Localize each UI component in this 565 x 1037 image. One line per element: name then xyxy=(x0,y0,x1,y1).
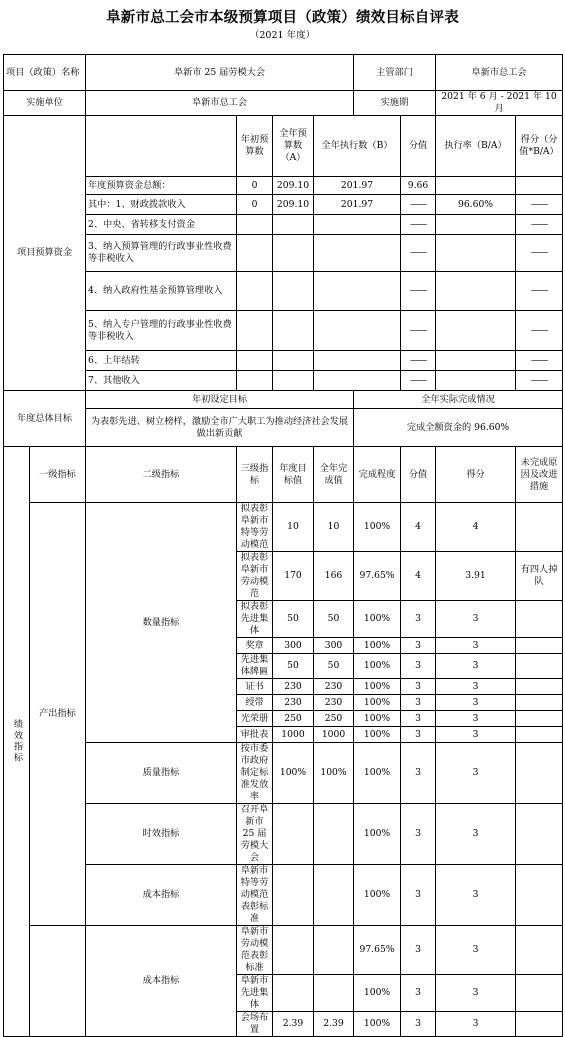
budget-row-score: —— xyxy=(516,311,563,351)
indicator-actual: 10 xyxy=(314,503,354,552)
indicator-reason xyxy=(516,679,563,695)
budget-row-full-year xyxy=(273,215,314,235)
budget-row-executed xyxy=(314,215,401,235)
indicator-target xyxy=(273,804,314,865)
indicator-score-value: 3 xyxy=(401,975,436,1012)
indicator-actual: 230 xyxy=(314,679,354,695)
indicator-reason xyxy=(516,804,563,865)
indicator-target: 230 xyxy=(273,679,314,695)
indicator-score-value: 3 xyxy=(401,679,436,695)
indicator-reason xyxy=(516,711,563,727)
indicator-score-value: 3 xyxy=(401,601,436,638)
indicator-score: 3 xyxy=(436,975,516,1012)
project-row xyxy=(4,55,563,91)
indicator-actual xyxy=(314,975,354,1012)
indicator-name: 拟表彰先进集体 xyxy=(237,601,273,638)
indicator-score: 3 xyxy=(436,638,516,654)
budget-row-score: —— xyxy=(516,215,563,235)
indicator-completion: 100% xyxy=(354,679,401,695)
goal-actual-header: 全年实际完成情况 xyxy=(354,391,563,409)
indicator-header-completion: 完成程度 xyxy=(354,447,401,503)
budget-header-score-value: 分值 xyxy=(401,116,436,177)
goal-initial-header: 年初设定目标 xyxy=(86,391,354,409)
budget-row-score: —— xyxy=(516,235,563,272)
budget-row-initial xyxy=(237,351,273,371)
indicator-completion: 100% xyxy=(354,695,401,711)
indicator-target: 170 xyxy=(273,552,314,601)
period-label: 实施期 xyxy=(354,91,436,116)
indicator-header-target: 年度目标值 xyxy=(273,447,314,503)
indicator-score-value: 4 xyxy=(401,552,436,601)
budget-row-rate xyxy=(436,371,516,391)
indicator-score: 3 xyxy=(436,804,516,865)
budget-row-full-year xyxy=(273,235,314,272)
budget-row-executed xyxy=(314,371,401,391)
indicator-row xyxy=(4,865,563,926)
budget-row-initial xyxy=(237,371,273,391)
budget-row-label: 年度预算资金总额： xyxy=(86,177,237,195)
budget-row-executed xyxy=(314,272,401,311)
timeliness-indicator-label: 时效指标 xyxy=(86,804,237,865)
indicator-actual: 166 xyxy=(314,552,354,601)
page-subtitle: （2021 年度） xyxy=(249,30,316,41)
budget-row-full-year: 209.10 xyxy=(273,195,314,215)
indicator-target: 50 xyxy=(273,601,314,638)
indicator-target: 2.39 xyxy=(273,1012,314,1037)
budget-row-score-value: 9.66 xyxy=(401,177,436,195)
indicator-score-value: 3 xyxy=(401,638,436,654)
indicator-score-value: 3 xyxy=(401,711,436,727)
indicator-name: 会场布置 xyxy=(237,1012,273,1037)
budget-row-executed xyxy=(314,235,401,272)
indicator-target xyxy=(273,975,314,1012)
budget-row-initial: 0 xyxy=(237,195,273,215)
budget-row-score xyxy=(516,177,563,195)
indicator-actual xyxy=(314,926,354,975)
indicator-completion: 100% xyxy=(354,804,401,865)
budget-row-score-value: —— xyxy=(401,351,436,371)
indicator-score: 3 xyxy=(436,601,516,638)
indicator-reason xyxy=(516,1012,563,1037)
indicator-completion: 100% xyxy=(354,1012,401,1037)
indicator-actual: 50 xyxy=(314,601,354,638)
indicator-reason xyxy=(516,727,563,743)
budget-row-initial xyxy=(237,215,273,235)
indicator-name: 阜新市劳动模范表彰标准 xyxy=(237,926,273,975)
budget-row-score: —— xyxy=(516,371,563,391)
indicator-score: 3 xyxy=(436,711,516,727)
output-indicator-label: 产出指标 xyxy=(30,503,86,926)
indicator-completion: 97.65% xyxy=(354,926,401,975)
budget-row-full-year xyxy=(273,371,314,391)
budget-row xyxy=(4,311,563,351)
goal-actual-text: 完成全额资金的 96.60% xyxy=(354,409,563,447)
indicator-reason xyxy=(516,926,563,975)
goal-content-row xyxy=(4,409,563,447)
budget-row-label: 5、纳入专户管理的行政事业性收费等非税收入 xyxy=(86,311,237,351)
indicator-name: 阜新市特等劳动模范表彰标准 xyxy=(237,865,273,926)
indicator-score: 3 xyxy=(436,654,516,679)
budget-row-rate xyxy=(436,311,516,351)
budget-row-score-value: —— xyxy=(401,371,436,391)
indicator-name: 召开阜新市 25 届劳模大会 xyxy=(237,804,273,865)
budget-row-score-value: —— xyxy=(401,215,436,235)
cost-indicator-label-2: 成本指标 xyxy=(86,926,237,1037)
indicator-reason xyxy=(516,638,563,654)
indicator-score-value: 3 xyxy=(401,743,436,804)
indicator-header-level2: 二级指标 xyxy=(86,447,237,503)
indicator-actual xyxy=(314,865,354,926)
budget-row-full-year xyxy=(273,272,314,311)
indicator-score: 3 xyxy=(436,926,516,975)
indicator-name: 按市委市政府制定标准发放率 xyxy=(237,743,273,804)
indicator-name: 拟表彰阜新市特等劳动模范 xyxy=(237,503,273,552)
budget-header-full-year: 全年预算数（A） xyxy=(273,116,314,177)
budget-row-initial xyxy=(237,311,273,351)
indicator-completion: 100% xyxy=(354,601,401,638)
indicator-row xyxy=(4,743,563,804)
budget-row xyxy=(4,371,563,391)
budget-row xyxy=(4,272,563,311)
indicator-header-score-value: 分值 xyxy=(401,447,436,503)
goal-initial-text: 为表彰先进、树立榜样，激励全市广大职工为推动经济社会发展做出新贡献 xyxy=(86,409,354,447)
indicator-actual: 2.39 xyxy=(314,1012,354,1037)
budget-row-score-value: —— xyxy=(401,235,436,272)
indicator-target: 100% xyxy=(273,743,314,804)
budget-row-rate xyxy=(436,351,516,371)
budget-row-rate xyxy=(436,215,516,235)
indicator-completion: 100% xyxy=(354,711,401,727)
indicator-actual: 230 xyxy=(314,695,354,711)
indicator-name: 先进集体牌匾 xyxy=(237,654,273,679)
indicator-reason xyxy=(516,975,563,1012)
budget-row-label: 6、上年结转 xyxy=(86,351,237,371)
indicator-score-value: 3 xyxy=(401,695,436,711)
budget-row-rate xyxy=(436,272,516,311)
indicator-actual: 250 xyxy=(314,711,354,727)
unit-row xyxy=(4,91,563,116)
indicator-score: 3.91 xyxy=(436,552,516,601)
indicator-completion: 100% xyxy=(354,654,401,679)
goal-section-label: 年度总体目标 xyxy=(4,391,86,447)
budget-row-score-value: —— xyxy=(401,272,436,311)
budget-row-full-year xyxy=(273,311,314,351)
indicator-actual: 300 xyxy=(314,638,354,654)
quality-indicator-label: 质量指标 xyxy=(86,743,237,804)
budget-row-label: 7、其他收入 xyxy=(86,371,237,391)
budget-header-row xyxy=(4,116,563,177)
indicator-name: 奖章 xyxy=(237,638,273,654)
budget-row xyxy=(4,195,563,215)
indicator-name: 阜新市先进集体 xyxy=(237,975,273,1012)
indicator-score-value: 4 xyxy=(401,503,436,552)
project-name-label: 项目（政策）名称 xyxy=(4,55,86,91)
indicator-section-label: 绩效指标 xyxy=(4,447,30,1037)
indicator-actual: 1000 xyxy=(314,727,354,743)
budget-row-executed: 201.97 xyxy=(314,195,401,215)
budget-row-label: 3、纳入预算管理的行政事业性收费等非税收入 xyxy=(86,235,237,272)
budget-header-blank xyxy=(86,116,237,177)
indicator-completion: 100% xyxy=(354,743,401,804)
indicator-target: 10 xyxy=(273,503,314,552)
budget-row-executed xyxy=(314,311,401,351)
indicator-target: 1000 xyxy=(273,727,314,743)
dept-label: 主管部门 xyxy=(354,55,436,91)
indicator-target: 300 xyxy=(273,638,314,654)
indicator-reason xyxy=(516,503,563,552)
indicator-completion: 100% xyxy=(354,503,401,552)
indicator-target xyxy=(273,865,314,926)
budget-header-executed: 全年执行数（B） xyxy=(314,116,401,177)
budget-row xyxy=(4,235,563,272)
project-name-value: 阜新市 25 届劳模大会 xyxy=(86,55,354,91)
page-title: 阜新市总工会市本级预算项目（政策）绩效目标自评表 xyxy=(106,10,459,26)
indicator-completion: 100% xyxy=(354,727,401,743)
unit-label: 实施单位 xyxy=(4,91,86,116)
budget-row xyxy=(4,177,563,195)
indicator-actual xyxy=(314,804,354,865)
indicator-name: 拟表彰阜新市劳动模范 xyxy=(237,552,273,601)
cost-indicator-label: 成本指标 xyxy=(86,865,237,926)
indicator-completion: 97.65% xyxy=(354,552,401,601)
indicator-header-score: 得分 xyxy=(436,447,516,503)
budget-row-rate: 96.60% xyxy=(436,195,516,215)
indicator-row xyxy=(4,926,563,975)
goal-header-row xyxy=(4,391,563,409)
budget-row-score-value: —— xyxy=(401,195,436,215)
indicator-header-reason: 未完成原因及改进措施 xyxy=(516,447,563,503)
indicator-score: 3 xyxy=(436,679,516,695)
indicator-reason xyxy=(516,654,563,679)
indicator-header-level1: 一级指标 xyxy=(30,447,86,503)
indicator-score: 3 xyxy=(436,695,516,711)
indicator-reason: 有四人掉队 xyxy=(516,552,563,601)
budget-row xyxy=(4,215,563,235)
period-value: 2021 年 6 月 - 2021 年 10 月 xyxy=(436,91,563,116)
indicator-score-value: 3 xyxy=(401,1012,436,1037)
indicator-name: 绶带 xyxy=(237,695,273,711)
indicator-target: 250 xyxy=(273,711,314,727)
indicator-reason xyxy=(516,865,563,926)
indicator-score-value: 3 xyxy=(401,804,436,865)
indicator-name: 证书 xyxy=(237,679,273,695)
budget-row-executed: 201.97 xyxy=(314,177,401,195)
indicator-reason xyxy=(516,743,563,804)
budget-header-score: 得分（分值*B/A） xyxy=(516,116,563,177)
budget-row-initial xyxy=(237,272,273,311)
indicator-completion: 100% xyxy=(354,638,401,654)
indicator-row xyxy=(4,503,563,552)
budget-row-score: —— xyxy=(516,351,563,371)
indicator-score-value: 3 xyxy=(401,727,436,743)
budget-row-initial xyxy=(237,235,273,272)
indicator-header-row xyxy=(4,447,563,503)
budget-row-label: 2、中央、省转移支付资金 xyxy=(86,215,237,235)
budget-row-executed xyxy=(314,351,401,371)
budget-row-full-year xyxy=(273,351,314,371)
indicator-header-actual: 全年完成值 xyxy=(314,447,354,503)
indicator-reason xyxy=(516,601,563,638)
budget-section-label: 项目预算资金 xyxy=(4,116,86,391)
budget-header-initial: 年初预算数 xyxy=(237,116,273,177)
indicator-score: 3 xyxy=(436,727,516,743)
indicator-name: 审批表 xyxy=(237,727,273,743)
budget-row-full-year: 209.10 xyxy=(273,177,314,195)
evaluation-table xyxy=(3,54,563,1037)
indicator-score: 3 xyxy=(436,1012,516,1037)
indicator-name: 光荣册 xyxy=(237,711,273,727)
indicator-completion: 100% xyxy=(354,865,401,926)
budget-row-initial: 0 xyxy=(237,177,273,195)
blank-level1-cell xyxy=(30,926,86,1037)
unit-value: 阜新市总工会 xyxy=(86,91,354,116)
indicator-header-level3: 三级指标 xyxy=(237,447,273,503)
indicator-target xyxy=(273,926,314,975)
budget-row-label: 其中：1、财政拨款收入 xyxy=(86,195,237,215)
budget-row-score-value: —— xyxy=(401,311,436,351)
budget-row-score: —— xyxy=(516,272,563,311)
indicator-reason xyxy=(516,695,563,711)
budget-row xyxy=(4,351,563,371)
budget-row-rate xyxy=(436,177,516,195)
indicator-score: 3 xyxy=(436,743,516,804)
dept-value: 阜新市总工会 xyxy=(436,55,563,91)
budget-row-label: 4、纳入政府性基金预算管理收入 xyxy=(86,272,237,311)
budget-header-rate: 执行率（B/A） xyxy=(436,116,516,177)
indicator-score: 3 xyxy=(436,865,516,926)
indicator-actual: 100% xyxy=(314,743,354,804)
indicator-target: 230 xyxy=(273,695,314,711)
indicator-row xyxy=(4,804,563,865)
budget-row-rate xyxy=(436,235,516,272)
indicator-score-value: 3 xyxy=(401,926,436,975)
budget-row-score: —— xyxy=(516,195,563,215)
indicator-score: 4 xyxy=(436,503,516,552)
indicator-score-value: 3 xyxy=(401,654,436,679)
indicator-target: 50 xyxy=(273,654,314,679)
quantity-indicator-label: 数量指标 xyxy=(86,503,237,743)
indicator-completion: 100% xyxy=(354,975,401,1012)
indicator-actual: 50 xyxy=(314,654,354,679)
indicator-score-value: 3 xyxy=(401,865,436,926)
